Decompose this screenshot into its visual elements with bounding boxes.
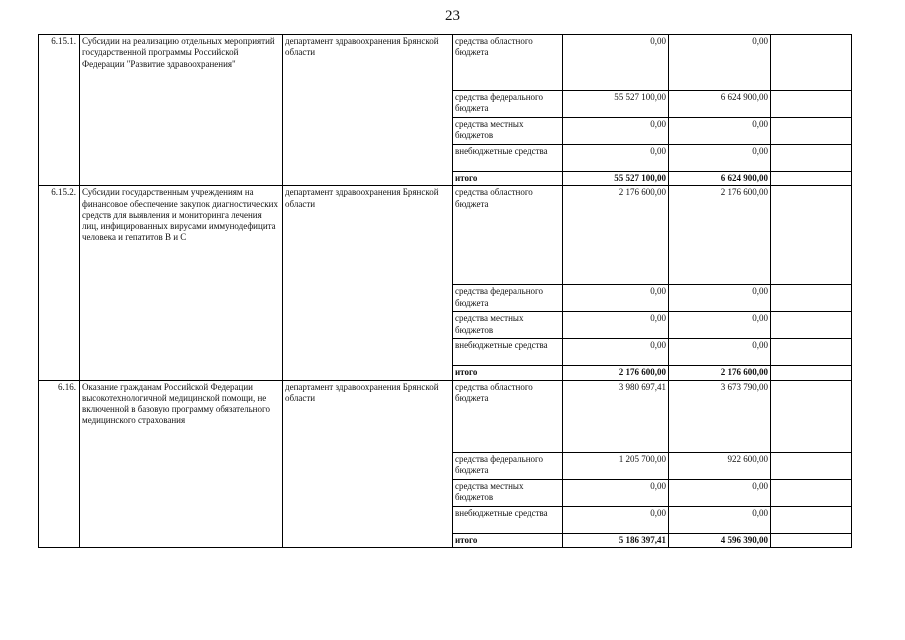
executor: департамент здравоохранения Брянской области bbox=[283, 35, 453, 186]
amount-year-2: 0,00 bbox=[669, 118, 771, 145]
empty-cell bbox=[771, 312, 852, 339]
empty-cell bbox=[771, 118, 852, 145]
funding-source: средства областного бюджета bbox=[453, 186, 563, 285]
amount-year-1: 55 527 100,00 bbox=[563, 91, 669, 118]
empty-cell bbox=[771, 285, 852, 312]
funding-source: средства областного бюджета bbox=[453, 35, 563, 91]
amount-year-2: 4 596 390,00 bbox=[669, 533, 771, 547]
table-row bbox=[39, 35, 852, 91]
amount-year-2: 6 624 900,00 bbox=[669, 172, 771, 186]
activity-name: Оказание гражданам Российской Федерации высокотехнологичной медицинской помощи, не включенной в базовую программу обязательного медицинского страхования bbox=[80, 380, 283, 547]
activity-name: Субсидии на реализацию отдельных мероприятий государственной программы Российской Федерации "Развитие здравоохранения" bbox=[80, 35, 283, 186]
table-row bbox=[39, 186, 852, 285]
executor: департамент здравоохранения Брянской области bbox=[283, 380, 453, 547]
amount-year-2: 0,00 bbox=[669, 312, 771, 339]
amount-year-2: 6 624 900,00 bbox=[669, 91, 771, 118]
funding-source: внебюджетные средства bbox=[453, 145, 563, 172]
empty-cell bbox=[771, 452, 852, 479]
amount-year-2: 0,00 bbox=[669, 339, 771, 366]
row-code: 6.15.2. bbox=[39, 186, 80, 380]
funding-source: средства областного бюджета bbox=[453, 380, 563, 452]
amount-year-2: 0,00 bbox=[669, 506, 771, 533]
amount-year-2: 0,00 bbox=[669, 145, 771, 172]
budget-table bbox=[38, 34, 852, 548]
amount-year-1: 2 176 600,00 bbox=[563, 366, 669, 380]
amount-year-1: 2 176 600,00 bbox=[563, 186, 669, 285]
empty-cell bbox=[771, 35, 852, 91]
empty-cell bbox=[771, 533, 852, 547]
empty-cell bbox=[771, 380, 852, 452]
funding-source: внебюджетные средства bbox=[453, 339, 563, 366]
amount-year-1: 0,00 bbox=[563, 506, 669, 533]
amount-year-1: 0,00 bbox=[563, 145, 669, 172]
amount-year-2: 2 176 600,00 bbox=[669, 186, 771, 285]
funding-source: итого bbox=[453, 172, 563, 186]
empty-cell bbox=[771, 186, 852, 285]
amount-year-2: 0,00 bbox=[669, 479, 771, 506]
amount-year-1: 0,00 bbox=[563, 285, 669, 312]
page-number: 23 bbox=[445, 8, 460, 24]
amount-year-1: 0,00 bbox=[563, 339, 669, 366]
funding-source: средства местных бюджетов bbox=[453, 312, 563, 339]
amount-year-2: 3 673 790,00 bbox=[669, 380, 771, 452]
amount-year-1: 0,00 bbox=[563, 35, 669, 91]
funding-source: итого bbox=[453, 366, 563, 380]
funding-source: итого bbox=[453, 533, 563, 547]
amount-year-2: 922 600,00 bbox=[669, 452, 771, 479]
amount-year-1: 5 186 397,41 bbox=[563, 533, 669, 547]
funding-source: средства местных бюджетов bbox=[453, 479, 563, 506]
empty-cell bbox=[771, 172, 852, 186]
row-code: 6.15.1. bbox=[39, 35, 80, 186]
empty-cell bbox=[771, 339, 852, 366]
empty-cell bbox=[771, 506, 852, 533]
empty-cell bbox=[771, 366, 852, 380]
amount-year-1: 0,00 bbox=[563, 479, 669, 506]
empty-cell bbox=[771, 91, 852, 118]
funding-source: средства федерального бюджета bbox=[453, 452, 563, 479]
amount-year-1: 3 980 697,41 bbox=[563, 380, 669, 452]
amount-year-1: 55 527 100,00 bbox=[563, 172, 669, 186]
funding-source: средства федерального бюджета bbox=[453, 285, 563, 312]
amount-year-1: 0,00 bbox=[563, 312, 669, 339]
row-code: 6.16. bbox=[39, 380, 80, 547]
amount-year-2: 0,00 bbox=[669, 35, 771, 91]
amount-year-1: 1 205 700,00 bbox=[563, 452, 669, 479]
funding-source: внебюджетные средства bbox=[453, 506, 563, 533]
amount-year-1: 0,00 bbox=[563, 118, 669, 145]
empty-cell bbox=[771, 479, 852, 506]
amount-year-2: 2 176 600,00 bbox=[669, 366, 771, 380]
table-row bbox=[39, 380, 852, 452]
activity-name: Субсидии государственным учреждениям на финансовое обеспечение закупок диагностических средств для выявления и мониторинга лечения лиц, инфицированных вирусами иммунодефицита человека и гепатитов В и С bbox=[80, 186, 283, 380]
empty-cell bbox=[771, 145, 852, 172]
funding-source: средства местных бюджетов bbox=[453, 118, 563, 145]
executor: департамент здравоохранения Брянской области bbox=[283, 186, 453, 380]
funding-source: средства федерального бюджета bbox=[453, 91, 563, 118]
amount-year-2: 0,00 bbox=[669, 285, 771, 312]
